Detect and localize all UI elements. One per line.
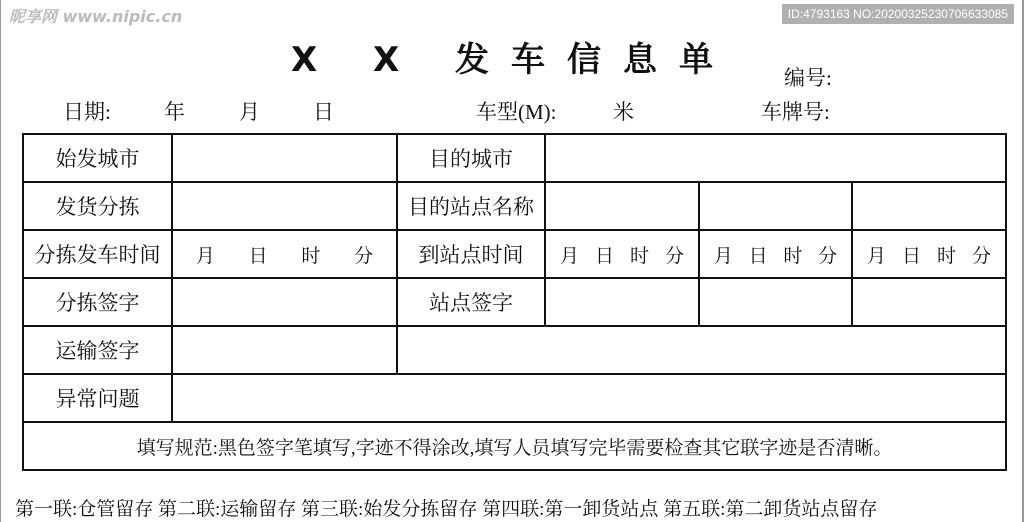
dest-city-label: 目的城市 [397, 134, 545, 182]
month-unit: 月 [866, 245, 886, 267]
hour-unit: 时 [936, 245, 956, 267]
table-row [23, 374, 1006, 422]
meter-label: 米 [613, 100, 634, 124]
transport-extra-field[interactable] [397, 326, 1006, 374]
minute-unit: 分 [971, 245, 991, 267]
serial-label: 编号: [784, 66, 832, 90]
station-sign-label: 站点签字 [397, 278, 545, 326]
dest-station-field-1[interactable] [545, 182, 699, 230]
table-row [23, 278, 1006, 326]
hour-unit: 时 [629, 245, 649, 267]
fill-instructions: 填写规范:黑色签字笔填写,字迹不得涂改,填写人员填写完毕需要检查其它联字迹是否清晰。 [23, 422, 1006, 470]
dest-station-field-3[interactable] [852, 182, 1006, 230]
dest-city-field[interactable] [545, 134, 1006, 182]
month-unit: 月 [559, 245, 579, 267]
arrive-time-field-3[interactable] [852, 230, 1006, 278]
day-unit: 日 [748, 245, 768, 267]
minute-unit: 分 [818, 245, 838, 267]
vehicle-type-label: 车型(M): [476, 100, 557, 124]
station-sign-field-3[interactable] [852, 278, 1006, 326]
sorting-field[interactable] [172, 182, 397, 230]
day-unit: 日 [901, 245, 921, 267]
hour-unit: 时 [301, 245, 321, 267]
arrive-time-label: 到站点时间 [397, 230, 545, 278]
arrive-time-field-1[interactable] [545, 230, 699, 278]
origin-city-field[interactable] [172, 134, 397, 182]
plate-label: 车牌号: [761, 100, 830, 124]
exception-field[interactable] [172, 374, 1006, 422]
dest-station-label: 目的站点名称 [397, 182, 545, 230]
day-unit: 日 [594, 245, 614, 267]
table-row [23, 422, 1006, 470]
depart-time-field[interactable] [172, 230, 397, 278]
transport-sign-field[interactable] [172, 326, 397, 374]
arrive-time-field-2[interactable] [699, 230, 852, 278]
month-label: 月 [239, 100, 260, 124]
info-table [22, 133, 1007, 471]
exception-label: 异常问题 [23, 374, 172, 422]
sorting-label: 发货分拣 [23, 182, 172, 230]
minute-unit: 分 [664, 245, 684, 267]
day-label: 日 [313, 100, 334, 124]
watermark-site: 昵享网 www.nipic.cn [9, 7, 183, 26]
table-row [23, 134, 1006, 182]
month-unit: 月 [195, 245, 215, 267]
table-row [23, 230, 1006, 278]
dest-station-field-2[interactable] [699, 182, 852, 230]
hour-unit: 时 [783, 245, 803, 267]
watermark-id: ID:4793163 NO:20200325230706633085 [782, 4, 1014, 24]
table-row [23, 182, 1006, 230]
minute-unit: 分 [354, 245, 374, 267]
copy-distribution-note: 第一联:仓管留存 第二联:运输留存 第三联:始发分拣留存 第四联:第一卸货站点 第五联:第二卸货站点留存 [15, 499, 878, 520]
station-sign-field-2[interactable] [699, 278, 852, 326]
transport-sign-label: 运输签字 [23, 326, 172, 374]
origin-city-label: 始发城市 [23, 134, 172, 182]
sort-sign-field[interactable] [172, 278, 397, 326]
depart-time-label: 分拣发车时间 [23, 230, 172, 278]
table-row [23, 326, 1006, 374]
month-unit: 月 [713, 245, 733, 267]
sort-sign-label: 分拣签字 [23, 278, 172, 326]
day-unit: 日 [248, 245, 268, 267]
year-label: 年 [164, 100, 185, 124]
station-sign-field-1[interactable] [545, 278, 699, 326]
date-label: 日期: [63, 100, 111, 124]
document-title: X X 发车信息单 [290, 40, 736, 80]
